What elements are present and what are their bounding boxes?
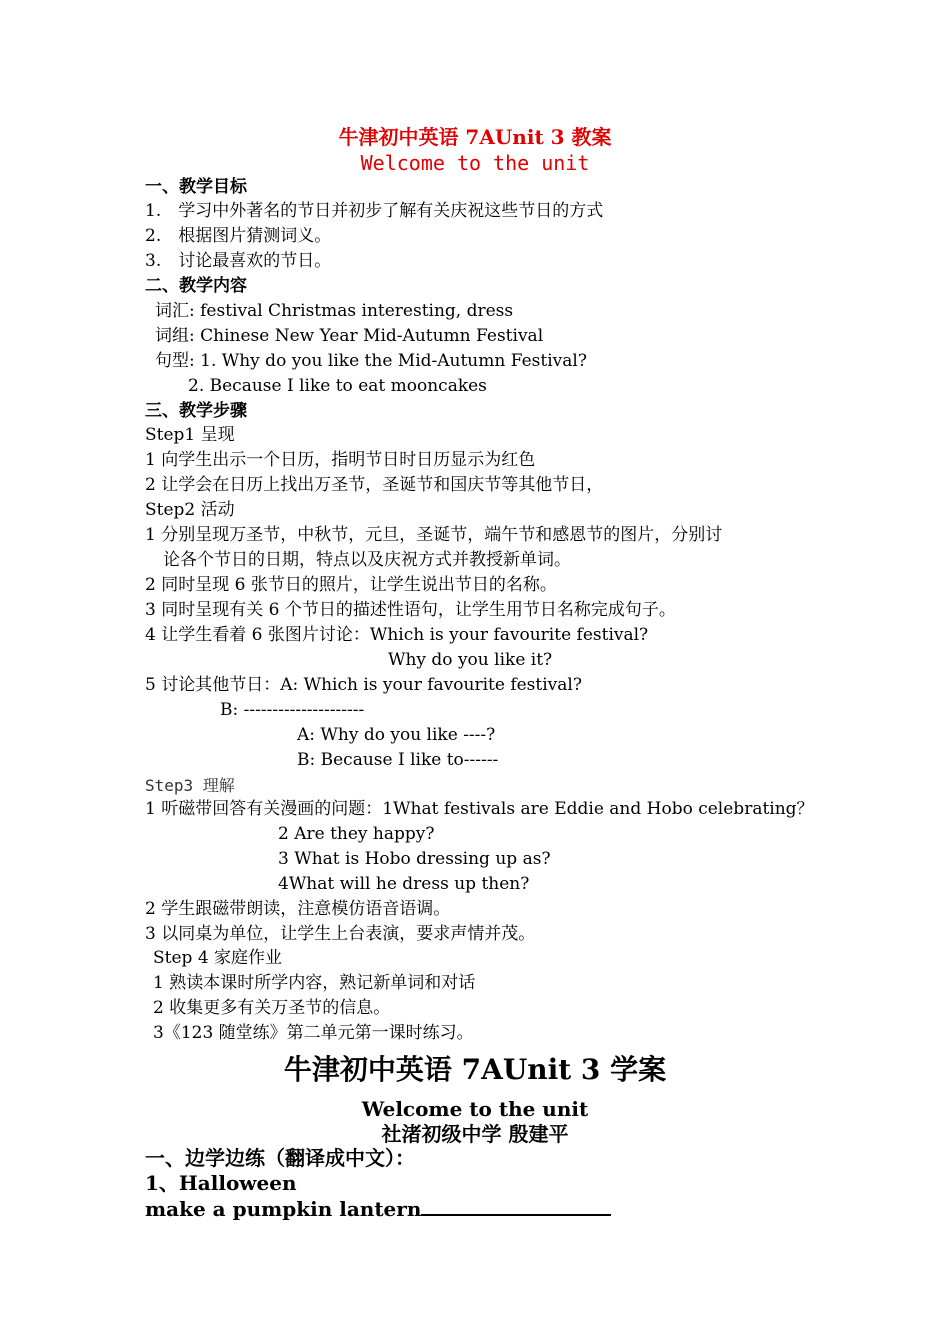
section-heading-steps: 三、教学步骤 bbox=[145, 401, 247, 421]
study-plan-title: 牛津初中英语 7AUnit 3 学案 bbox=[283, 1053, 667, 1086]
step-item: 2 学生跟磁带朗读，注意模仿语音语调。 bbox=[145, 899, 451, 919]
dialogue-line: B: --------------------- bbox=[220, 700, 365, 720]
step-heading: Step3 理解 bbox=[145, 776, 235, 795]
phrases-line: 词组: Chinese New Year Mid-Autumn Festival bbox=[155, 326, 544, 346]
step-item: 4 让学生看着 6 张图片讨论：Which is your favourite festival? bbox=[145, 625, 649, 645]
step-item: Why do you like it? bbox=[388, 650, 553, 670]
study-plan-subtitle: Welcome to the unit bbox=[361, 1097, 589, 1121]
dialogue-line: A: Why do you like ----? bbox=[297, 725, 496, 745]
step-item: 2 让学会在日历上找出万圣节，圣诞节和国庆节等其他节日， bbox=[145, 475, 604, 495]
step-item: 1 熟读本课时所学内容，熟记新单词和对话 bbox=[153, 973, 476, 993]
exercise-item: 1、Halloween bbox=[145, 1171, 297, 1195]
exercise-heading: 一、边学边练（翻译成中文）： bbox=[145, 1146, 415, 1170]
exercise-item bbox=[145, 1196, 611, 1221]
step-heading: Step1 呈现 bbox=[145, 425, 235, 445]
step-item: 1 向学生出示一个日历，指明节日时日历显示为红色 bbox=[145, 450, 536, 470]
section-heading-content: 二、教学内容 bbox=[145, 276, 247, 296]
question-line: 3 What is Hobo dressing up as? bbox=[278, 849, 551, 869]
goal-item: 3. 讨论最喜欢的节日。 bbox=[145, 251, 332, 271]
step-item: 论各个节日的日期，特点以及庆祝方式并教授新单词。 bbox=[163, 550, 571, 570]
question-line: 2 Are they happy? bbox=[278, 824, 435, 844]
step-item: 3《123 随堂练》第二单元第一课时练习。 bbox=[153, 1023, 474, 1043]
step-item: 3 同时呈现有关 6 个节日的描述性语句，让学生用节日名称完成句子。 bbox=[145, 600, 676, 620]
answer-blank bbox=[421, 1196, 611, 1216]
sentence-pattern-line: 2. Because I like to eat mooncakes bbox=[188, 376, 487, 396]
step-item: 2 同时呈现 6 张节日的照片，让学生说出节日的名称。 bbox=[145, 575, 557, 595]
lesson-plan-subtitle: Welcome to the unit bbox=[360, 151, 590, 175]
step-item: 1 分别呈现万圣节，中秋节，元旦，圣诞节，端午节和感恩节的图片，分别讨 bbox=[145, 525, 723, 545]
step-item: 3 以同桌为单位，让学生上台表演，要求声情并茂。 bbox=[145, 924, 536, 944]
dialogue-line: B: Because I like to------ bbox=[297, 750, 499, 770]
goal-item: 1. 学习中外著名的节日并初步了解有关庆祝这些节日的方式 bbox=[145, 201, 604, 221]
goal-item: 2. 根据图片猜测词义。 bbox=[145, 226, 332, 246]
author-line: 社渚初级中学 殷建平 bbox=[381, 1122, 569, 1146]
lesson-plan-title: 牛津初中英语 7AUnit 3 教案 bbox=[338, 125, 612, 149]
question-line: 4What will he dress up then? bbox=[278, 874, 530, 894]
step-heading: Step2 活动 bbox=[145, 500, 235, 520]
step-item: 5 讨论其他节日：A: Which is your favourite festival? bbox=[145, 675, 582, 695]
step-item: 1 听磁带回答有关漫画的问题：1What festivals are Eddie and Hobo celebrating？ bbox=[145, 799, 814, 819]
section-heading-goals: 一、教学目标 bbox=[145, 177, 247, 197]
vocab-line: 词汇: festival Christmas interesting, dress bbox=[155, 301, 514, 321]
exercise-prompt: make a pumpkin lantern bbox=[145, 1197, 422, 1221]
sentence-pattern-line: 句型: 1. Why do you like the Mid-Autumn Festival? bbox=[155, 351, 587, 371]
step-item: 2 收集更多有关万圣节的信息。 bbox=[153, 998, 391, 1018]
step-heading: Step 4 家庭作业 bbox=[153, 948, 283, 968]
